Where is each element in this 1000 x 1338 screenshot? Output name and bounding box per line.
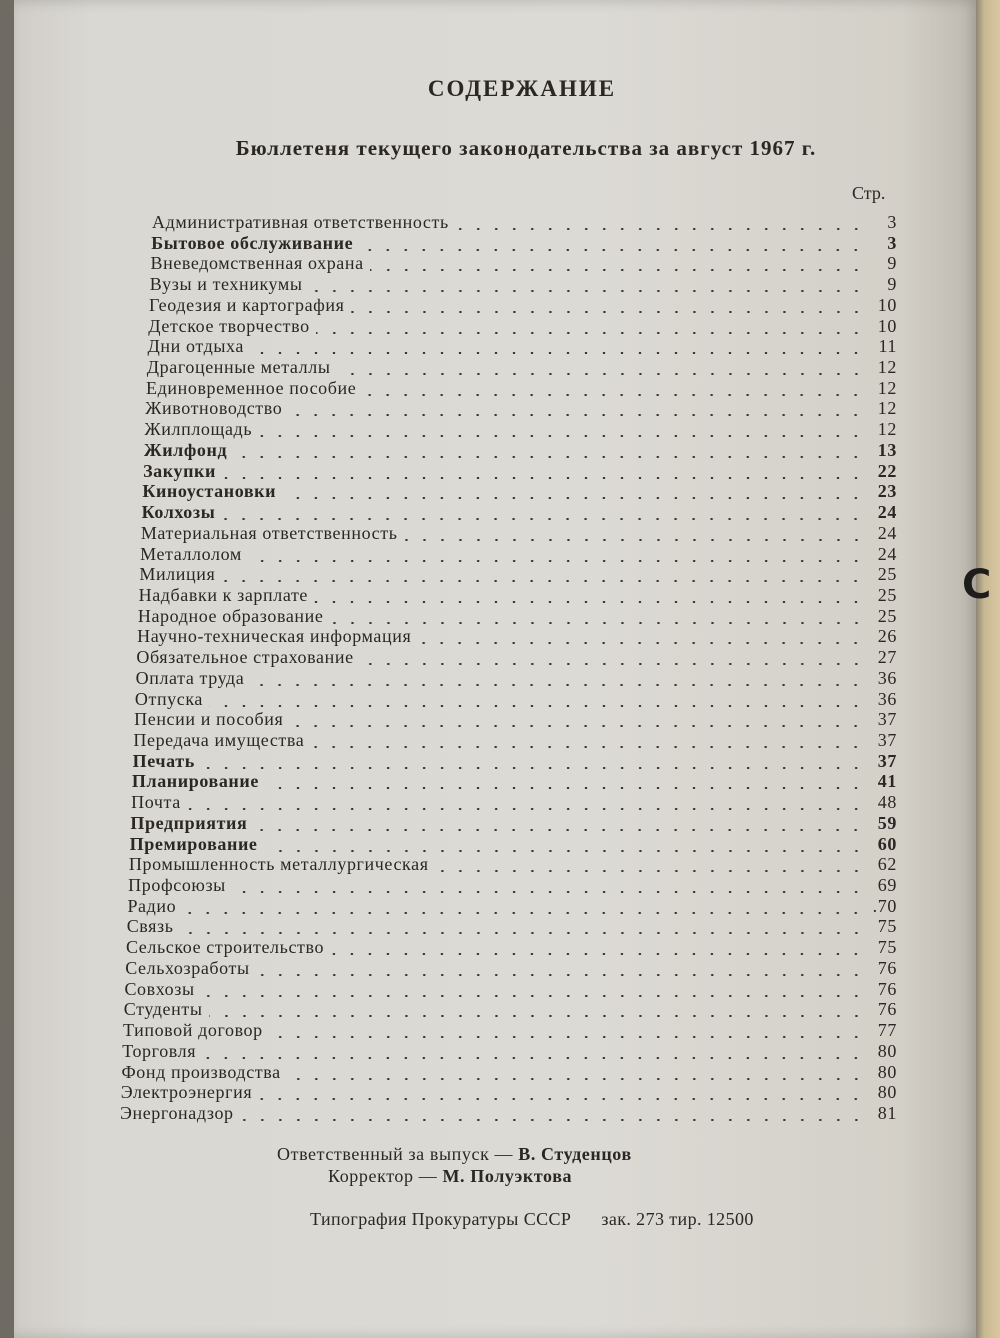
toc-entry: [147, 357, 897, 379]
toc-entry-label: Студенты: [123, 999, 203, 1020]
toc-entry-label: Профсоюзы: [128, 875, 226, 896]
dot-leader: [282, 497, 865, 499]
dot-leader: [360, 663, 865, 665]
toc-entry-page: 60: [877, 833, 897, 854]
toc-entry: [121, 1062, 897, 1084]
toc-entry-label: Печать: [132, 750, 195, 771]
dot-leader: [253, 829, 865, 831]
toc-entry-page: 13: [877, 439, 897, 460]
dot-leader: [435, 870, 865, 872]
dot-leader: [351, 311, 865, 313]
toc-entry-label: Почта: [131, 792, 181, 813]
toc-entry-page: 27: [877, 647, 897, 668]
toc-entry-page: 76: [877, 999, 897, 1020]
toc-entry-label: Связь: [126, 916, 174, 937]
toc-entry-label: Передача имущества: [133, 730, 305, 750]
toc-entry-label: Жилфонд: [143, 439, 228, 460]
toc-entry: [150, 274, 897, 296]
toc-entry-label: Предприятия: [130, 812, 248, 833]
toc-entry-page: 24: [877, 543, 897, 564]
toc-entry-label: Материальная ответственность: [140, 522, 398, 543]
dot-leader: [201, 995, 865, 997]
toc-entry-label: Совхозы: [124, 978, 195, 999]
toc-entry: [142, 502, 897, 524]
dot-leader: [248, 560, 865, 562]
toc-entry: [123, 1020, 897, 1042]
toc-entry: [144, 440, 897, 462]
toc-entry: [131, 792, 897, 814]
toc-entry-label: Типовой договор: [122, 1020, 263, 1041]
corrector-label: Корректор —: [328, 1166, 438, 1186]
dot-leader: [288, 414, 865, 416]
toc-entry-page: 10: [877, 315, 897, 336]
dot-leader: [233, 456, 865, 458]
toc-entry-page: 80: [877, 1061, 897, 1082]
toc-entry: [146, 378, 897, 400]
toc-entry: [132, 771, 897, 793]
toc-entry-label: Бытовое обслуживание: [151, 232, 354, 253]
dot-leader: [370, 269, 865, 271]
toc-entry-label: Отпуска: [134, 688, 204, 709]
toc-entry-label: Животноводство: [145, 398, 283, 419]
toc-entry-label: Единовременное пособие: [146, 377, 357, 398]
corrector-name: М. Полуэктова: [442, 1166, 573, 1186]
toc-entry-page: 59: [877, 812, 897, 833]
toc-entry-label: Детское творчество: [148, 315, 310, 336]
toc-entry-page: 9: [887, 274, 897, 295]
toc-entry: [145, 398, 897, 420]
toc-entry-page: 81: [877, 1102, 897, 1123]
toc-entry-page: 24: [877, 502, 897, 523]
toc-entry: [141, 523, 897, 545]
toc-entry-page: 3: [887, 212, 897, 232]
toc-entry-page: 12: [877, 377, 897, 398]
toc-entry: [148, 316, 897, 338]
toc-entry: [139, 585, 897, 607]
toc-entry: [140, 544, 897, 566]
toc-entry: [128, 875, 897, 897]
toc-entry-page: 24: [877, 522, 897, 543]
toc-entry: [135, 689, 897, 711]
toc-entry-page: 75: [877, 916, 897, 937]
dot-leader: [269, 1036, 865, 1038]
dot-leader: [289, 725, 865, 727]
toc-entry: [137, 626, 897, 648]
toc-entry: [134, 709, 897, 731]
dot-leader: [417, 642, 865, 644]
dot-leader: [187, 808, 865, 810]
toc-entry-page: 76: [877, 957, 897, 978]
dot-leader: [404, 539, 865, 541]
toc-entry: [152, 212, 897, 234]
toc-entry-label: Вузы и техникумы: [149, 274, 303, 295]
toc-entry-label: Вневедомственная охрана: [150, 253, 364, 274]
toc-entry-page: 80: [877, 1082, 897, 1103]
toc-entry: [136, 647, 897, 669]
dot-leader: [240, 1119, 865, 1121]
dot-leader: [250, 684, 865, 686]
toc-entry-page: 75: [877, 937, 897, 958]
toc-entry-page: 80: [877, 1040, 897, 1061]
corrector-line: [328, 1166, 572, 1187]
printer-name: Типография Прокуратуры СССР: [310, 1209, 572, 1229]
dot-leader: [201, 767, 865, 769]
toc-entry: [121, 1082, 897, 1104]
toc-entry: [125, 958, 897, 980]
toc-entry-label: Планирование: [131, 771, 259, 792]
toc-entry-label: Оплата труда: [135, 667, 245, 688]
toc-entry: [136, 668, 897, 690]
order-info: зак. 273 тир. 12500: [601, 1209, 754, 1229]
toc-entry: [145, 419, 897, 441]
toc-entry-label: Колхозы: [141, 502, 216, 523]
toc-entry: [130, 834, 897, 856]
dot-leader: [232, 891, 865, 893]
toc-entry: [151, 253, 897, 275]
toc-entry: [127, 916, 897, 938]
toc-entry: [151, 233, 897, 255]
dot-leader: [316, 332, 865, 334]
toc-entry-label: Народное образование: [137, 605, 324, 626]
toc-entry-label: Геодезия и картография: [149, 294, 345, 315]
toc-entry-label: Научно-техническая информация: [137, 626, 412, 647]
toc-entry-label: Административная ответственность: [152, 212, 449, 232]
toc-entry-page: 22: [877, 460, 897, 481]
toc-entry-page: 69: [877, 875, 897, 896]
toc-entry-label: Обязательное страхование: [136, 647, 354, 668]
toc-entry: [139, 564, 897, 586]
toc-entry-page: 25: [877, 584, 897, 605]
dot-leader: [314, 601, 865, 603]
dot-leader: [455, 228, 865, 230]
dot-leader: [337, 373, 865, 375]
responsible-label: Ответственный за выпуск —: [277, 1144, 514, 1164]
toc-entry-label: Сельское строительство: [125, 937, 325, 958]
dot-leader: [221, 518, 865, 520]
toc-entry: [133, 730, 897, 752]
toc-entry-page: 10: [877, 294, 897, 315]
toc-entry-label: Милиция: [139, 564, 216, 585]
dot-leader: [359, 249, 865, 251]
page-column-label: Стр.: [852, 183, 886, 203]
toc-entry-page: 62: [877, 854, 897, 875]
toc-entry: [143, 461, 897, 483]
toc-entry: [120, 1103, 897, 1125]
dot-leader: [250, 352, 865, 354]
toc-entry-page: .70: [872, 895, 897, 916]
toc-entry-label: Драгоценные металлы: [146, 357, 331, 378]
toc-entry-label: Металлолом: [140, 543, 242, 564]
toc-entry-page: 12: [877, 419, 897, 440]
toc-entry: [126, 937, 897, 959]
toc-entry-page: 77: [877, 1020, 897, 1041]
dot-leader: [221, 580, 865, 582]
toc-entry-label: Радио: [127, 895, 177, 916]
dot-leader: [222, 477, 865, 479]
responsible-line: [277, 1144, 632, 1165]
toc-entry-label: Фонд производства: [121, 1061, 281, 1082]
toc-entry-label: Жилплощадь: [144, 419, 253, 440]
dot-leader: [310, 746, 865, 748]
toc-entry-label: Сельхозработы: [125, 957, 250, 978]
dot-leader: [330, 953, 865, 955]
toc-entry-page: 37: [877, 709, 897, 730]
dot-leader: [264, 850, 865, 852]
toc-entry-label: Электроэнергия: [120, 1082, 253, 1103]
toc-entry-page: 36: [877, 688, 897, 709]
dot-leader: [265, 787, 865, 789]
dot-leader: [362, 394, 865, 396]
dot-leader: [287, 1078, 865, 1080]
toc-entry-label: Киноустановки: [142, 481, 277, 502]
toc-entry: [133, 751, 897, 773]
toc-entry: [148, 336, 897, 358]
toc-entry-page: 12: [877, 357, 897, 378]
dot-leader: [256, 974, 865, 976]
dot-leader: [330, 622, 865, 624]
toc-entry: [124, 999, 897, 1021]
toc-entry-page: 25: [877, 564, 897, 585]
toc-entry-page: 41: [877, 771, 897, 792]
toc-entry-page: 3: [887, 232, 897, 253]
toc-entry-label: Торговля: [122, 1040, 197, 1061]
responsible-name: В. Студенцов: [518, 1144, 632, 1164]
dot-leader: [209, 1015, 865, 1017]
dot-leader: [309, 290, 865, 292]
toc-entry-label: Дни отдыха: [147, 336, 244, 357]
page-title: СОДЕРЖАНИЕ: [427, 76, 617, 101]
dot-leader: [209, 705, 865, 707]
edge-letter-fragment: С: [962, 562, 992, 608]
toc-entry: [142, 481, 897, 503]
dot-leader: [258, 435, 865, 437]
toc-entry-label: Надбавки к зарплате: [138, 584, 309, 605]
dot-leader: [202, 1057, 865, 1059]
toc-entry: [138, 606, 897, 628]
toc-entry-page: 48: [877, 792, 897, 813]
toc-entry-page: 26: [877, 626, 897, 647]
toc-entry: [130, 813, 897, 835]
toc-entry-page: 37: [877, 750, 897, 771]
toc-entry-label: Промышленность металлургическая: [128, 854, 429, 875]
page-subtitle: Бюллетеня текущего законодательства за август 1967 г.: [235, 136, 817, 160]
toc-entry-page: 23: [877, 481, 897, 502]
dot-leader: [180, 932, 865, 934]
dot-leader: [258, 1098, 865, 1100]
toc-entry-page: 25: [877, 605, 897, 626]
toc-entry-label: Премирование: [129, 833, 258, 854]
toc-entry: [122, 1041, 897, 1063]
printer-line: [310, 1209, 754, 1230]
toc-entry: [129, 854, 897, 876]
toc-entry-page: 37: [877, 730, 897, 750]
dot-leader: [182, 912, 865, 914]
toc-entry-label: Энергонадзор: [120, 1102, 234, 1123]
toc-entry: [124, 979, 897, 1001]
toc-entry-page: 9: [887, 253, 897, 274]
toc-entry-page: 76: [877, 978, 897, 999]
toc-entry: [127, 896, 897, 918]
toc-entry-page: 36: [877, 667, 897, 688]
toc-entry: [149, 295, 897, 317]
toc-entry-label: Пенсии и пособия: [134, 709, 284, 730]
toc-entry-page: 12: [877, 398, 897, 419]
toc-entry-page: 11: [878, 336, 897, 357]
toc-entry-label: Закупки: [143, 460, 216, 481]
